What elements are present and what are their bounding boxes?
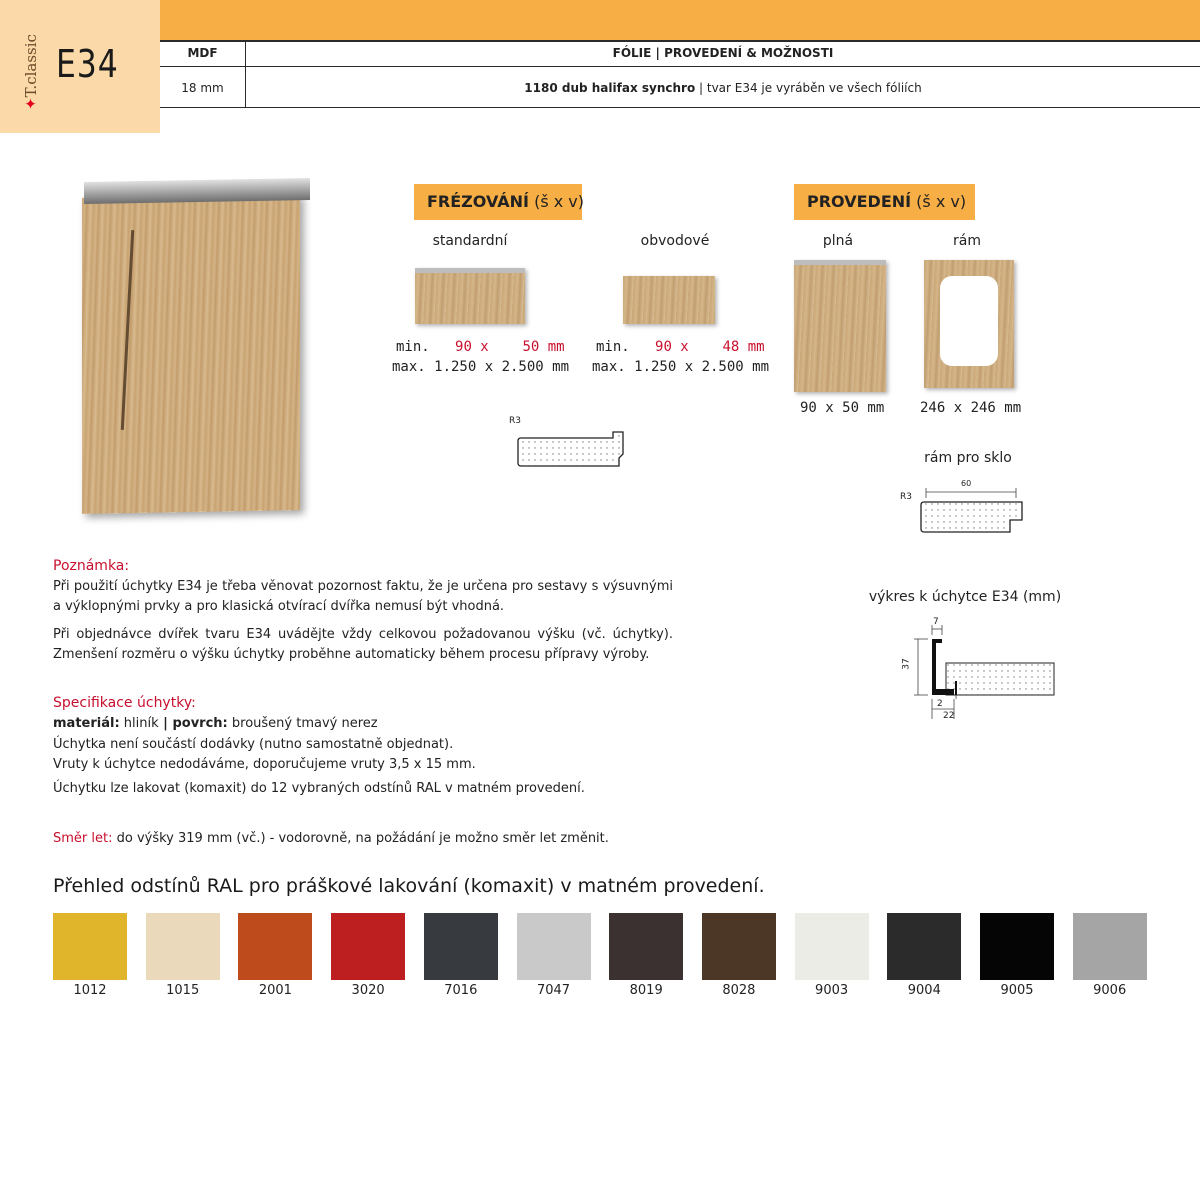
milling-perimeter-sample [623,276,715,324]
ral-color-box [1073,913,1147,980]
ral-code-label: 2001 [258,983,292,998]
ral-color-box [238,913,312,980]
milling-perimeter-max: max. 1.250 x 2.500 mm [592,359,770,375]
spec-title: Specifikace úchytky: [53,695,196,711]
ral-swatch [424,913,498,1001]
milling-standard-label: standardní [432,233,508,249]
ral-swatch [1073,913,1147,1001]
grain-text: do výšky 319 mm (vč.) - vodorovně, na požádání je možno směr let změnit. [112,831,609,846]
spec-table [160,40,1200,108]
glass-radius-label: R3 [900,492,912,502]
ral-swatch [331,913,405,1001]
ral-color-box [980,913,1054,980]
design-frame-label: rám [953,233,981,249]
foil-value [246,81,1200,95]
ral-code-label: 1012 [73,983,107,998]
ral-swatch [146,913,220,1001]
note-paragraph-1: Při použití úchytky E34 je třeba věnovat pozornost faktu, že je určena pro sestavy s výsuvnými a výklopnými prvky a pro klasická otvírací dvířka nemusí být vhodná. [53,579,673,614]
spec-line-4: Úchytku lze lakovat (komaxit) do 12 vybraných odstínů RAL v matném provedení. [53,781,585,796]
material-header: MDF [187,46,218,60]
ral-code-label: 9006 [1093,983,1127,998]
ral-color-box [887,913,961,980]
header-bar [160,0,1200,40]
foil-name: 1180 dub halifax synchro [524,81,696,95]
ral-swatch [795,913,869,1001]
ral-color-box [53,913,127,980]
product-badge [0,0,160,133]
handle-drawing-title: výkres k úchytce E34 (mm) [868,589,1062,605]
ral-color-box [517,913,591,980]
ral-code-label: 1015 [166,983,200,998]
milling-heading: FRÉZOVÁNÍ (š x v) [414,184,582,220]
design-solid-sample [794,260,886,392]
design-frame-sample [924,260,1014,388]
spec-line-3: Vruty k úchytce nedodáváme, doporučujeme vruty 3,5 x 15 mm. [53,757,476,772]
grain-direction [53,829,673,849]
foil-header: FÓLIE | PROVEDENÍ & MOŽNOSTI [612,46,834,60]
product-code: E34 [56,42,119,86]
ral-swatch [238,913,312,1001]
ral-swatch [517,913,591,1001]
edge-profile-drawing [515,428,630,472]
ral-swatch [887,913,961,1001]
dim-width: 22 [943,711,955,721]
spec-material-line: materiál: hliník | povrch: broušený tmavý nerez [53,716,378,731]
grain-label: Směr let: [53,831,113,846]
frame-opening [940,276,998,366]
note-paragraph-2: Při objednávce dvířek tvaru E34 uvádějte vždy celkovou požadovanou výšku (vč. úchytky). Zmenšení rozměru o výšku úchytky proběhne automaticky během procesu přípravy výroby. [53,627,673,662]
dim-height: 37 [901,658,912,670]
door-render [82,180,310,512]
dim-top: 7 [933,617,939,627]
design-heading: PROVEDENÍ (š x v) [794,184,975,220]
ral-color-box [424,913,498,980]
glass-frame-profile [912,484,1024,536]
note-title: Poznámka: [53,558,130,574]
handle-profile [84,178,310,204]
design-solid-size: 90 x 50 mm [800,400,885,416]
ral-color-box [609,913,683,980]
glass-frame-label: rám pro sklo [924,450,1012,466]
ral-code-label: 8019 [629,983,663,998]
brand-logo: ✦T.classic [22,34,40,110]
milling-standard-min: min. 90 x 50 mm [396,339,565,355]
foil-note: | tvar E34 je vyráběn ve všech fóliích [695,81,922,95]
milling-standard-sample [415,268,525,324]
ral-color-box [146,913,220,980]
ral-color-box [795,913,869,980]
ral-code-label: 9004 [907,983,941,998]
profile-radius-label: R3 [509,416,521,426]
dim-small: 2 [937,699,943,709]
design-solid-label: plná [822,233,854,249]
ral-code-label: 7047 [536,983,571,998]
milling-perimeter-min: min. 90 x 48 mm [596,339,765,355]
ral-color-box [702,913,776,980]
ral-swatch [609,913,683,1001]
ral-code-label: 9005 [1000,983,1034,998]
ral-swatch [980,913,1054,1001]
spec-line-2: Úchytka není součástí dodávky (nutno samostatně objednat). [53,737,454,752]
design-frame-size: 246 x 246 mm [920,400,1022,416]
handle-technical-drawing [898,615,1058,723]
ral-color-box [331,913,405,980]
ral-code-label: 8028 [722,983,756,998]
ral-title: Přehled odstínů RAL pro práškové lakování (komaxit) v matném provedení. [53,875,765,897]
milling-standard-max: max. 1.250 x 2.500 mm [392,359,570,375]
ral-code-label: 3020 [351,983,385,998]
ral-swatch [702,913,776,1001]
milling-perimeter-label: obvodové [640,233,710,249]
ral-code-label: 7016 [444,983,478,998]
thickness-value: 18 mm [181,81,224,95]
door-panel [82,194,300,514]
ral-code-label: 9003 [815,983,849,998]
glass-width-label: 60 [961,479,972,488]
ral-swatch [53,913,127,1001]
